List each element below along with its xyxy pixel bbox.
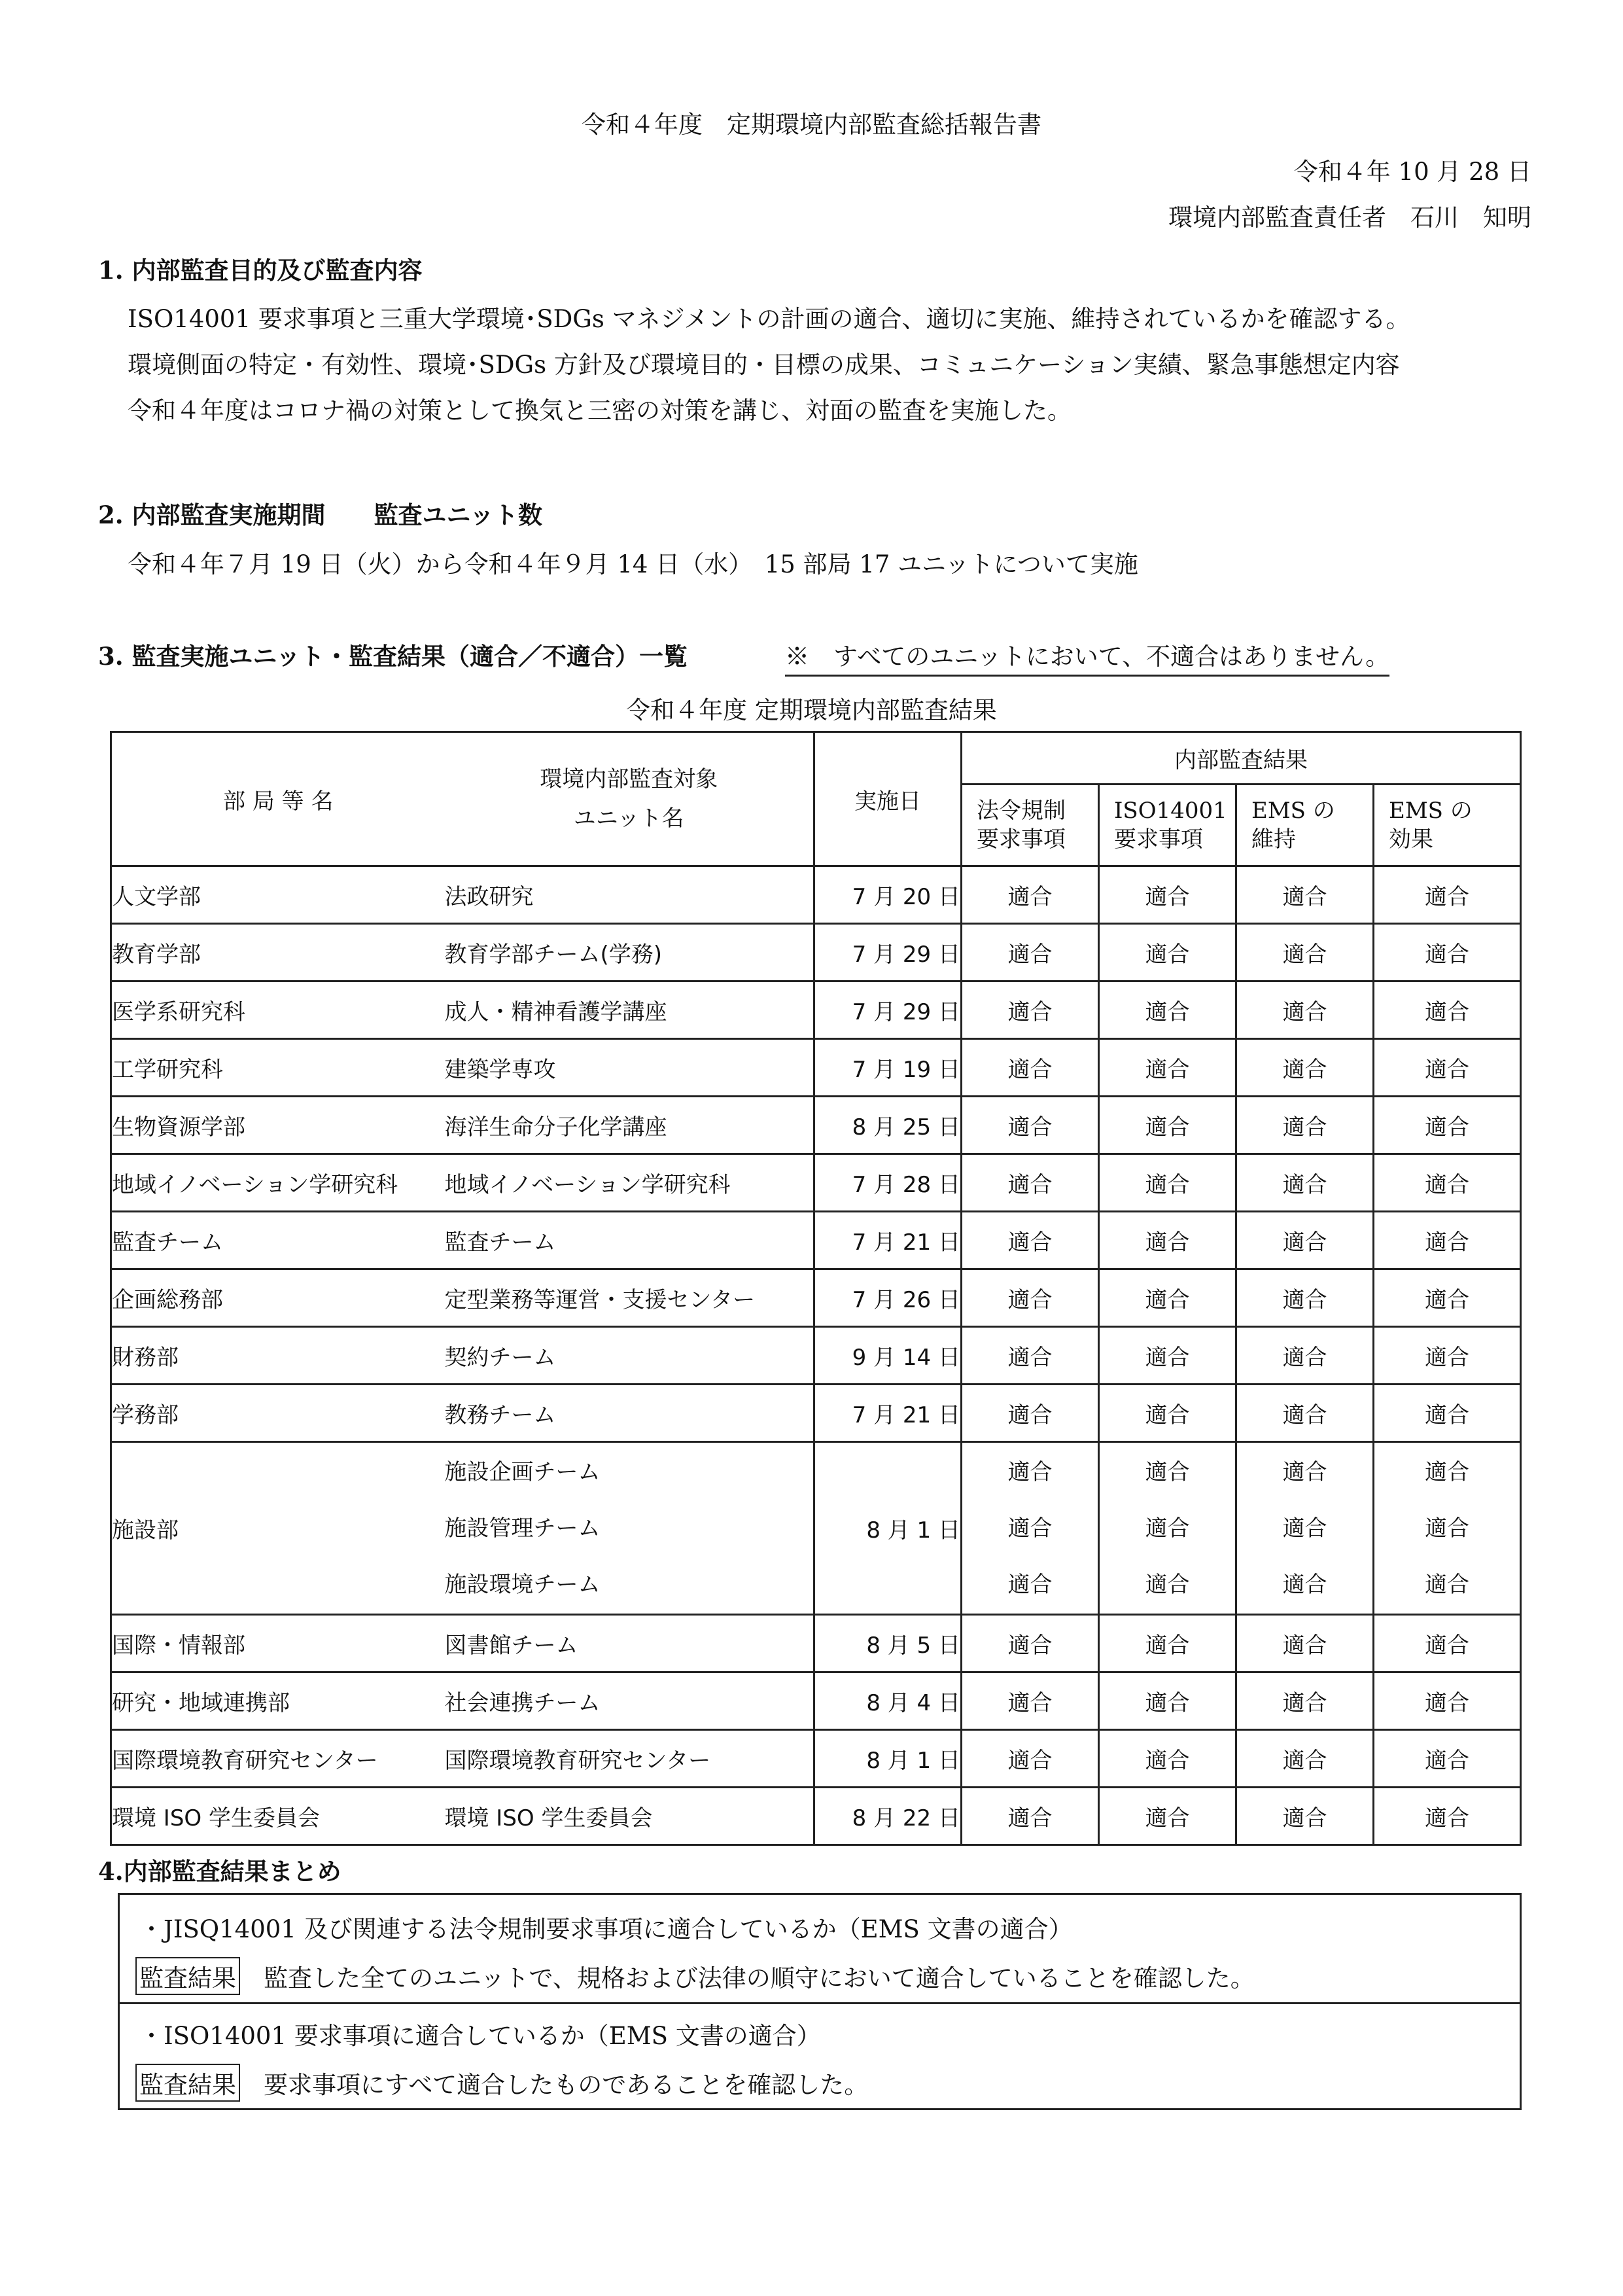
result-cell: 適合 [1374,1154,1521,1212]
result-cell-stack [1099,1442,1236,1615]
result-cell: 適合 [1374,924,1521,981]
result-cell: 適合 [962,924,1099,981]
result-cell: 適合 [1236,1730,1374,1788]
header-unit [445,732,814,866]
facility-result: 適合 [1282,1515,1327,1542]
result-cell-stack [1374,1442,1521,1615]
result-cell: 適合 [1374,1039,1521,1097]
unit-cell: 図書館チーム [445,1615,814,1672]
result-cell: 適合 [1236,1788,1374,1845]
result-cell: 適合 [1099,1615,1236,1672]
dept-cell: 生物資源学部 [111,1097,445,1154]
date-cell: 8 月 4 日 [814,1672,962,1730]
result-cell: 適合 [1236,981,1374,1039]
table-row [111,1039,1521,1097]
result-cell: 適合 [1374,1672,1521,1730]
header-sub-effect-2: 効果 [1389,826,1433,853]
no-nonconformity-note: ※ すべてのユニットにおいて、不適合はありません。 [785,637,1389,677]
result-cell: 適合 [1236,1097,1374,1154]
header-sub-maintain-1: EMS の [1251,798,1335,824]
dept-cell: 国際・情報部 [111,1615,445,1672]
section4-heading: 4.内部監査結果まとめ [98,1857,341,1886]
result-cell: 適合 [1236,1039,1374,1097]
section3-heading: 3. 監査実施ユニット・監査結果（適合／不適合）一覧 [98,642,688,671]
dept-cell: 医学系研究科 [111,981,445,1039]
result-cell: 適合 [1099,1212,1236,1269]
date-cell: 8 月 25 日 [814,1097,962,1154]
result-cell-stack [962,1442,1099,1615]
unit-cell-stack [445,1442,814,1615]
table-row [111,866,1521,924]
summary-divider [120,2002,1520,2004]
result-cell: 適合 [1374,866,1521,924]
result-cell: 適合 [962,1039,1099,1097]
unit-cell: 建築学専攻 [445,1039,814,1097]
result-cell: 適合 [1374,1327,1521,1385]
facility-unit: 施設環境チーム [444,1571,601,1598]
facility-result: 適合 [1425,1571,1469,1598]
unit-cell: 教育学部チーム(学務) [445,924,814,981]
facility-result: 適合 [1425,1515,1469,1542]
date-cell: 7 月 29 日 [814,981,962,1039]
date-cell: 7 月 26 日 [814,1269,962,1327]
summary-result-2 [135,2064,868,2102]
dept-cell: 環境 ISO 学生委員会 [111,1788,445,1845]
result-cell: 適合 [1236,1385,1374,1442]
result-cell: 適合 [1099,981,1236,1039]
table-body [111,866,1521,1845]
table-row-facilities [111,1442,1521,1615]
unit-cell: 契約チーム [445,1327,814,1385]
result-cell: 適合 [1099,1730,1236,1788]
result-cell: 適合 [1236,1212,1374,1269]
date-cell: 7 月 19 日 [814,1039,962,1097]
facility-result: 適合 [1425,1458,1469,1485]
table-row [111,1212,1521,1269]
header-result: 内部監査結果 [962,732,1521,785]
header-dept [111,732,445,866]
table-row [111,981,1521,1039]
section1-heading: 1. 内部監査目的及び監査内容 [98,256,423,285]
summary-result-1 [135,1957,1255,1995]
result-cell: 適合 [1374,1615,1521,1672]
header-sub-iso-2: 要求事項 [1114,826,1203,853]
result-cell: 適合 [962,1327,1099,1385]
report-author: 環境内部監査責任者 石川 知明 [1168,203,1531,232]
header-sub-legal [962,785,1099,866]
result-cell: 適合 [1374,1788,1521,1845]
result-badge-1: 監査結果 [135,1957,240,1995]
result-badge-2: 監査結果 [135,2064,240,2102]
facility-result: 適合 [1007,1515,1053,1542]
report-date: 令和４年 10 月 28 日 [1293,158,1531,186]
dept-cell: 企画総務部 [111,1269,445,1327]
result-cell: 適合 [1374,1097,1521,1154]
section1-line-2: 環境側面の特定・有効性、環境･SDGs 方針及び環境目的・目標の成果、コミュニケーション実績、緊急事態想定内容 [128,351,1400,379]
audit-results-table [110,731,1522,1846]
facility-result: 適合 [1145,1458,1190,1485]
unit-cell: 地域イノベーション学研究科 [445,1154,814,1212]
dept-cell: 施設部 [111,1442,445,1615]
result-cell: 適合 [1374,1269,1521,1327]
result-cell: 適合 [1374,981,1521,1039]
header-sub-iso [1099,785,1236,866]
result-cell: 適合 [1099,1154,1236,1212]
result-cell: 適合 [962,1385,1099,1442]
result-cell: 適合 [1236,1615,1374,1672]
result-cell: 適合 [962,1730,1099,1788]
result-cell: 適合 [1099,1788,1236,1845]
dept-cell: 国際環境教育研究センター [111,1730,445,1788]
header-dept-label: 部 局 等 名 [223,788,334,815]
header-sub-maintain [1236,785,1374,866]
summary-box [118,1893,1522,2110]
result-cell: 適合 [1236,1154,1374,1212]
date-cell: 8 月 22 日 [814,1788,962,1845]
table-row [111,1385,1521,1442]
section1-line-3: 令和４年度はコロナ禍の対策として換気と三密の対策を講じ、対面の監査を実施した。 [128,397,1072,425]
section2-line: 令和４年７月 19 日（火）から令和４年９月 14 日（水） 15 部局 17 ユニットについて実施 [128,550,1138,578]
header-sub-effect-1: EMS の [1389,798,1473,824]
header-sub-legal-1: 法令規制 [977,798,1066,824]
unit-cell: 監査チーム [445,1212,814,1269]
header-sub-legal-2: 要求事項 [977,826,1066,853]
facility-unit: 施設管理チーム [444,1515,601,1542]
result-cell: 適合 [1099,1269,1236,1327]
table-row [111,1672,1521,1730]
result-cell: 適合 [962,1097,1099,1154]
result-cell: 適合 [962,1212,1099,1269]
unit-cell: 海洋生命分子化学講座 [445,1097,814,1154]
header-unit-line2: ユニット名 [573,805,684,832]
result-cell: 適合 [1099,866,1236,924]
dept-cell: 監査チーム [111,1212,445,1269]
facility-result: 適合 [1007,1571,1053,1598]
unit-cell: 定型業務等運営・支援センター [445,1269,814,1327]
document-title: 令和４年度 定期環境内部監査総括報告書 [582,111,1041,139]
date-cell: 7 月 21 日 [814,1212,962,1269]
table-row [111,1269,1521,1327]
result-cell: 適合 [962,866,1099,924]
header-unit-line1: 環境内部監査対象 [540,766,718,792]
date-cell: 7 月 28 日 [814,1154,962,1212]
date-cell: 8 月 1 日 [814,1730,962,1788]
result-cell: 適合 [1236,1327,1374,1385]
facility-result: 適合 [1282,1458,1327,1485]
table-row [111,924,1521,981]
table-caption: 令和４年度 定期環境内部監査結果 [626,696,997,724]
dept-cell: 研究・地域連携部 [111,1672,445,1730]
result-cell: 適合 [962,1615,1099,1672]
date-cell: 7 月 29 日 [814,924,962,981]
result-cell: 適合 [1236,1269,1374,1327]
result-cell: 適合 [1099,1097,1236,1154]
date-cell: 7 月 21 日 [814,1385,962,1442]
unit-cell: 成人・精神看護学講座 [445,981,814,1039]
facility-result: 適合 [1282,1571,1327,1598]
dept-cell: 学務部 [111,1385,445,1442]
dept-cell: 財務部 [111,1327,445,1385]
result-cell: 適合 [1099,1327,1236,1385]
dept-cell: 教育学部 [111,924,445,981]
header-sub-iso-1: ISO14001 [1114,798,1227,824]
unit-cell: 法政研究 [445,866,814,924]
unit-cell: 教務チーム [445,1385,814,1442]
dept-cell: 工学研究科 [111,1039,445,1097]
facility-unit: 施設企画チーム [444,1458,601,1485]
result-cell: 適合 [962,1154,1099,1212]
result-cell: 適合 [1099,924,1236,981]
unit-cell: 社会連携チーム [445,1672,814,1730]
result-cell: 適合 [962,1269,1099,1327]
result-cell: 適合 [962,1788,1099,1845]
header-sub-effect [1374,785,1521,866]
header-date: 実施日 [814,732,962,866]
result-cell: 適合 [1374,1730,1521,1788]
result-cell: 適合 [1099,1672,1236,1730]
header-sub-maintain-2: 維持 [1251,826,1296,853]
table-row [111,1327,1521,1385]
date-cell: 8 月 5 日 [814,1615,962,1672]
summary-result-1-text: 監査した全てのユニットで、規格および法律の順守において適合していることを確認した。 [264,1964,1255,1992]
summary-item-2: ・ISO14001 要求事項に適合しているか（EMS 文書の適合） [139,2022,821,2050]
facility-result: 適合 [1007,1458,1053,1485]
table-row [111,1097,1521,1154]
result-cell: 適合 [1236,1672,1374,1730]
result-cell: 適合 [1374,1212,1521,1269]
facility-result: 適合 [1145,1571,1190,1598]
dept-cell: 地域イノベーション学研究科 [111,1154,445,1212]
result-cell: 適合 [962,981,1099,1039]
result-cell: 適合 [962,1672,1099,1730]
section1-line-1: ISO14001 要求事項と三重大学環境･SDGs マネジメントの計画の適合、適切に実施、維持されているかを確認する。 [128,305,1410,333]
table-row [111,1730,1521,1788]
dept-cell: 人文学部 [111,866,445,924]
result-cell: 適合 [1236,924,1374,981]
date-cell: 7 月 20 日 [814,866,962,924]
summary-item-1: ・JISQ14001 及び関連する法令規制要求事項に適合しているか（EMS 文書の適合） [139,1915,1073,1943]
section2-heading: 2. 内部監査実施期間 監査ユニット数 [98,501,543,529]
table-row [111,1154,1521,1212]
table-row [111,1788,1521,1845]
result-cell-stack [1236,1442,1374,1615]
result-cell: 適合 [1099,1385,1236,1442]
facility-result: 適合 [1145,1515,1190,1542]
date-cell: 9 月 14 日 [814,1327,962,1385]
result-cell: 適合 [1236,866,1374,924]
summary-result-2-text: 要求事項にすべて適合したものであることを確認した。 [264,2071,869,2099]
table-row [111,1615,1521,1672]
unit-cell: 国際環境教育研究センター [445,1730,814,1788]
result-cell: 適合 [1374,1385,1521,1442]
result-cell: 適合 [1099,1039,1236,1097]
unit-cell: 環境 ISO 学生委員会 [445,1788,814,1845]
date-cell: 8 月 1 日 [814,1442,962,1615]
